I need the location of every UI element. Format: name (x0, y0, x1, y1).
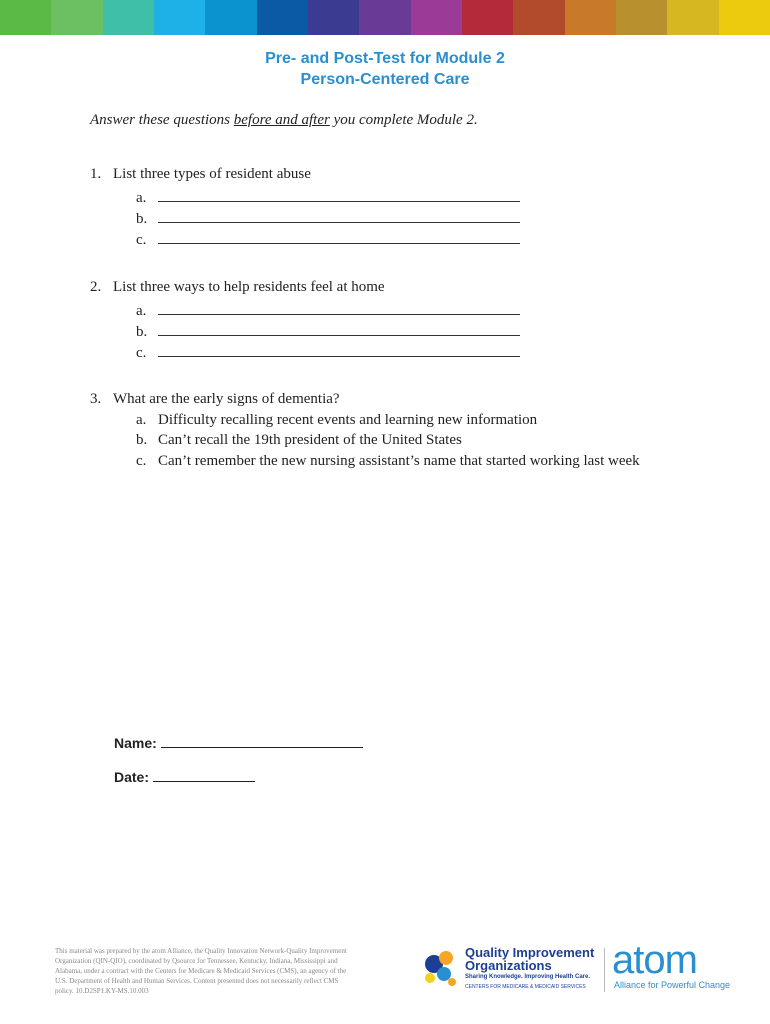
question-text: List three ways to help residents feel at home (113, 279, 385, 295)
question-number: 1. (90, 166, 102, 182)
option-text: Difficulty recalling recent events and learning new information (158, 412, 538, 428)
option-letter: a. (136, 412, 147, 428)
answer-line-2c[interactable] (136, 342, 520, 362)
answer-line-1c[interactable] (136, 229, 520, 249)
color-swatch (513, 0, 564, 35)
qio-tagline: Sharing Knowledge. Improving Health Care. (465, 974, 591, 980)
logo-divider (604, 948, 605, 992)
color-swatch (359, 0, 410, 35)
qio-title (465, 946, 594, 972)
blank-line[interactable] (158, 300, 520, 315)
date-label: Date: (114, 769, 150, 785)
blank-line[interactable] (158, 342, 520, 357)
option-letter: c. (136, 232, 147, 248)
title-line-2: Person-Centered Care (300, 71, 470, 88)
option-text: Can’t recall the 19th president of the United States (158, 432, 462, 448)
date-field[interactable] (153, 768, 255, 782)
instructions-suffix: you complete Module 2. (329, 112, 478, 128)
color-swatch (667, 0, 718, 35)
date-row (114, 768, 255, 785)
option-letter: c. (136, 345, 147, 361)
color-swatch (308, 0, 359, 35)
answer-line-2b[interactable] (136, 321, 520, 341)
qio-title-line-1: Quality Improvement (465, 945, 595, 960)
color-swatch (719, 0, 770, 35)
color-swatch (205, 0, 256, 35)
question-text: What are the early signs of dementia? (113, 391, 340, 407)
option-letter: c. (136, 453, 147, 469)
blank-line[interactable] (158, 229, 520, 244)
qio-mark-icon (420, 944, 462, 994)
blank-line[interactable] (158, 187, 520, 202)
question-text: List three types of resident abuse (113, 166, 311, 182)
answer-line-2a[interactable] (136, 300, 520, 320)
atom-logo (612, 940, 742, 995)
name-field[interactable] (161, 734, 363, 748)
color-swatch (411, 0, 462, 35)
question-number: 2. (90, 279, 102, 295)
color-swatch (462, 0, 513, 35)
title-line-1: Pre- and Post-Test for Module 2 (265, 50, 505, 67)
option-letter: a. (136, 303, 147, 319)
blank-line[interactable] (158, 208, 520, 223)
question-1 (90, 166, 311, 183)
answer-line-1a[interactable] (136, 187, 520, 207)
color-swatch (0, 0, 51, 35)
page-title (0, 48, 770, 90)
question-number: 3. (90, 391, 102, 407)
color-swatch (565, 0, 616, 35)
name-label: Name: (114, 735, 157, 751)
choice-3c[interactable] (136, 453, 640, 470)
option-letter: b. (136, 324, 148, 340)
answer-line-1b[interactable] (136, 208, 520, 228)
qio-title-line-2: Organizations (465, 958, 552, 973)
color-swatch (616, 0, 667, 35)
atom-tagline: Alliance for Powerful Change (614, 980, 731, 990)
atom-wordmark: atom (612, 938, 697, 982)
color-swatch (51, 0, 102, 35)
footer-disclaimer: This material was prepared by the atom Alliance, the Quality Innovation Network-Quality Improvement Organization (QIN-QIO), coordinated by Qsource for Tennessee, Kentucky, Indiana, Mississippi and Alabama, under a contract with the Centers for Medicare & Medicaid Services (CMS), an agency of the U.S. Department of Health and Human Services. Content presented does not necessarily reflect CMS policy. 10.D2SP1.KY-MS.10.003 (55, 947, 347, 995)
name-row (114, 734, 363, 751)
option-text: Can’t remember the new nursing assistant’s name that started working last week (158, 453, 640, 469)
question-3 (90, 391, 340, 408)
instructions (90, 112, 478, 129)
option-letter: b. (136, 432, 148, 448)
color-swatch (103, 0, 154, 35)
choice-3a[interactable] (136, 412, 537, 429)
qio-logo (420, 944, 610, 994)
qio-subtag: CENTERS FOR MEDICARE & MEDICAID SERVICES (465, 984, 586, 990)
blank-line[interactable] (158, 321, 520, 336)
instructions-prefix: Answer these questions (90, 112, 234, 128)
color-stripe-header (0, 0, 770, 35)
option-letter: a. (136, 190, 147, 206)
instructions-emphasis: before and after (233, 112, 330, 128)
choice-3b[interactable] (136, 432, 462, 449)
color-swatch (154, 0, 205, 35)
question-2 (90, 279, 385, 296)
option-letter: b. (136, 211, 148, 227)
color-swatch (257, 0, 308, 35)
